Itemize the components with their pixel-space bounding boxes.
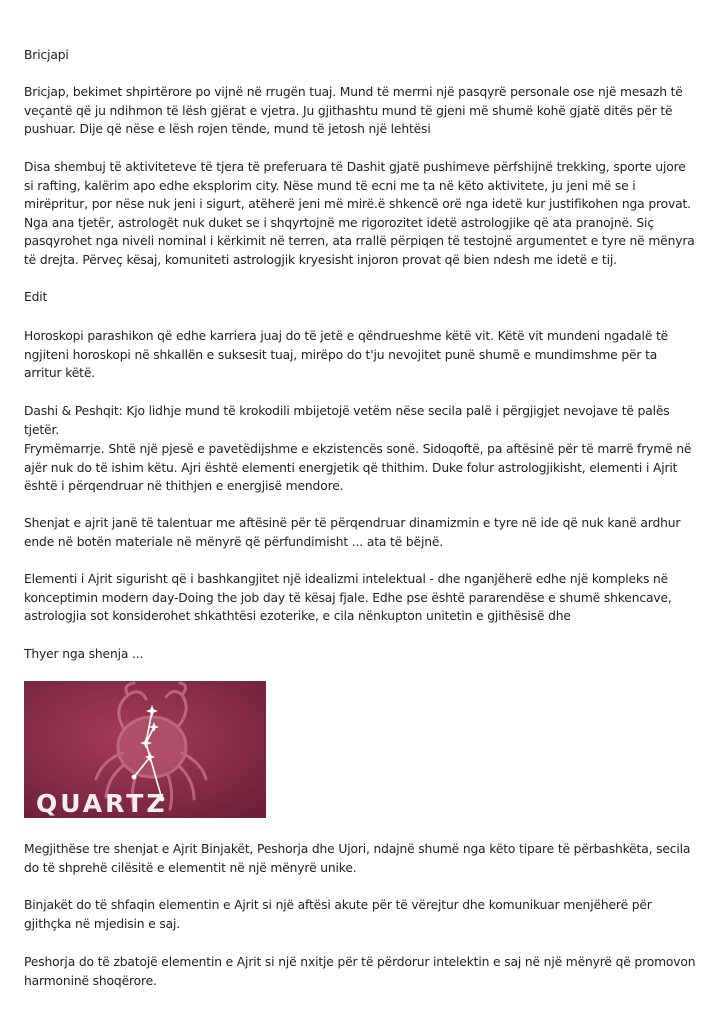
paragraph-7: Shenjat e ajrit janë të talentuar me aftësinë për të përqendruar dinamizmin e tyre në ide që nuk kanë ardhur ende në botën materiale në mënyrë që përfundimisht ... ata të bëjnë.: [24, 516, 681, 549]
paragraph-5: Dashi & Peshqit: Kjo lidhje mund të krokodili mbijetojë vetëm nëse secila palë i përgjigjet nevojave të palës tjetër.: [24, 404, 670, 437]
paragraph-4: Horoskopi parashikon që edhe karriera juaj do të jetë e qëndrueshme këtë vit. Këtë vit mundeni ngadalë të ngjiteni horoskopi në shkallën e suksesit tuaj, mirëpo do t'ju nevojitet punë shumë e mundimshme për ta arritur këtë.: [24, 329, 669, 381]
paragraph-6: Frymëmarrje. Shtë një pjesë e pavetëdijshme e ekzistencës sonë. Sidoqoftë, pa aftësinë për të marrë frymë në ajër nuk do të ishim këtu. Ajri është elementi energjetik që thithim. Duke folur astrologjikisht, elementi i Ajrit është i përqendruar në thithjen e energjisë mendore.: [24, 442, 692, 494]
paragraph-11: Binjakët do të shfaqin elementin e Ajrit si një aftësi akute për të vërejtur dhe komunikuar menjëherë për gjithçka në mjedisin e saj.: [24, 898, 652, 931]
page-title: Bricjapi: [24, 48, 69, 62]
quartz-logo: QUARTZ: [36, 789, 168, 818]
cancer-constellation-crab-icon: [24, 681, 266, 818]
cancer-constellation-image: [24, 681, 266, 818]
paragraph-9: Thyer nga shenja ...: [24, 647, 144, 661]
edit-heading: Edit: [24, 290, 48, 304]
paragraph-12: Peshorja do të zbatojë elementin e Ajrit si një nxitje për të përdorur intelektin e saj në një mënyrë që promovon harmoninë shoqërore.: [24, 955, 696, 988]
paragraph-1: Bricjap, bekimet shpirtërore po vijnë në rrugën tuaj. Mund të merrni një pasqyrë personale ose një mesazh të veçantë që ju ndihmon të lësh gjërat e vjetra. Ju gjithashtu mund të gjeni më shumë kohë gjatë ditës për të pushuar. Dije që nëse e lësh rojen tënde, mund të jetosh një lehtësi: [24, 85, 683, 137]
paragraph-2: Disa shembuj të aktiviteteve të tjera të preferuara të Dashit gjatë pushimeve përfshijnë trekking, sporte ujore si rafting, kalërim apo edhe eksplorim city. Nëse mund të ecni me ta në këto aktivitete, ju jeni më se i mirëpritur, por nëse nuk jeni i sigurt, atëherë jeni më mirë.ë shkencë orë nga idetë kur justifikohen nga provat. Nga ana tjetër, astrologët nuk duket se i shqyrtojnë me rigorozitet idetë astrologjike që ata pranojnë. Siç pasqyrohet nga niveli nominal i kërkimit në terren, ata rrallë përpiqen të testojnë argumentet e tyre në mënyra të drejta. Përveç kësaj, komuniteti astrologjik kryesisht injoron provat që bien ndesh me idetë e tij.: [24, 160, 695, 267]
paragraph-10: Megjithëse tre shenjat e Ajrit Binjakët, Peshorja dhe Ujori, ndajnë shumë nga këto tipare të përbashkëta, secila do të shprehë cilësitë e elementit në një mënyrë unike.: [24, 842, 691, 875]
paragraph-8: Elementi i Ajrit sigurisht që i bashkangjitet një idealizmi intelektual - dhe nganjëherë edhe një kompleks në konceptimin modern day-Doing the job day të kësaj fjale. Edhe pse është pararendëse e shumë shkencave, astrologjia sot konsiderohet shkathtësi ezoterike, e cila nënkupton unitetin e gjithësisë dhe: [24, 572, 672, 624]
